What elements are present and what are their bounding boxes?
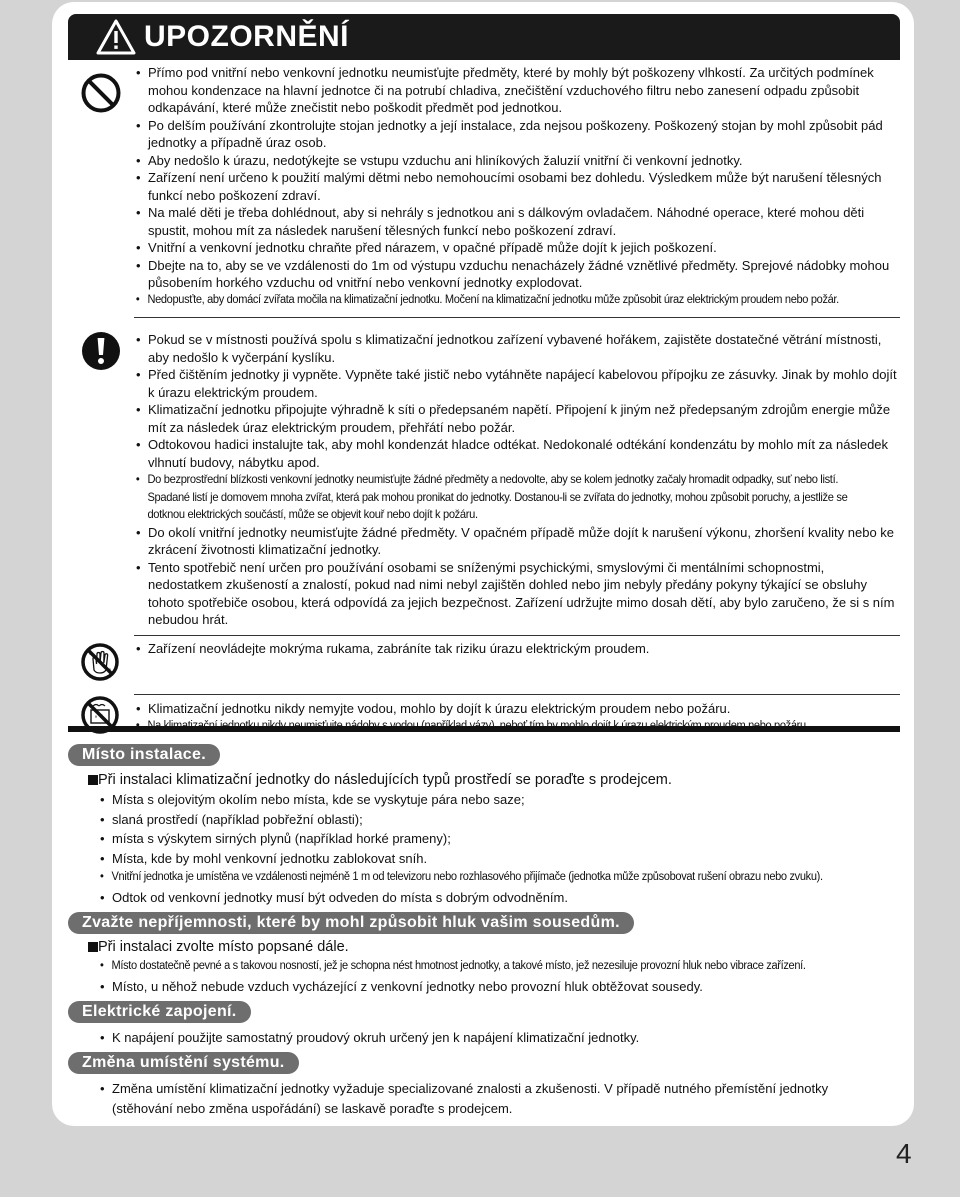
- section-electrical: [68, 1001, 900, 1048]
- list-item: • Do bezprostřední blízkosti venkovní jednotky neumisťujte žádné předměty a nedovolte, aby se kolem jednotky začaly hromadit odpadky, suť nebo listí. Spadané listí je domovem mnoha zvířat, která pak mohou pronikat do jednotky. Dostanou-li se zvířata do jednotky, mohou způsobit poruchy, a jestliže se dotknou elektrických součástí, může se objevit kouř nebo dojít k požáru.: [134, 471, 867, 524]
- list-item: • Zařízení neovládejte mokrýma rukama, zabráníte tak riziku úrazu elektrickým proudem.: [134, 640, 898, 658]
- section-heading: Místo instalace.: [68, 744, 220, 766]
- list-item: • Místa s olejovitým okolím nebo místa, kde se vyskytuje pára nebo saze;: [100, 790, 900, 810]
- list-item: • Místo, u něhož nebude vzduch vycházející z venkovní jednotky nebo provozní hluk obtěžovat sousedy.: [100, 977, 900, 997]
- list-item: • Na malé děti je třeba dohlédnout, aby si nehrály s jednotkou ani s dálkovým ovladačem. Náhodné operace, které mohou děti spustit, mohou mít za následek narušení tělesných funkcí nebo poškození zdraví.: [134, 204, 898, 239]
- list-item: • Vnitřní jednotka je umístěna ve vzdálenosti nejméně 1 m od televizoru nebo rozhlasového přijímače (jednotka může způsobovat rušení obrazu nebo zvuku).: [100, 868, 868, 888]
- section-heading: Zvažte nepříjemnosti, které by mohl způsobit hluk vašim sousedům.: [68, 912, 634, 934]
- list-item: • Nedopusťte, aby domácí zvířata močila na klimatizační jednotku. Močení na klimatizační jednotku může způsobit úraz elektrickým proudem nebo požár.: [134, 292, 867, 310]
- list-item: • Odtokovou hadici instalujte tak, aby mohl kondenzát hladce odtékat. Nedokonalé odtékání kondenzátu by mohlo mít za následek vlhnutí budovy, nábytku apod.: [134, 436, 898, 471]
- list-item: • Tento spotřebič není určen pro používání osobami se sníženými psychickými, smyslovými či mentálními schopnostmi, nedostatkem zkušeností a znalostí, pokud nad nimi nebyl zajištěn dohled nebo jim nebyly předány pokyny týkající se obsluhy tohoto spotřebiče osobou, která odpovídá za jejich bezpečnost. Zařízení udržujte mimo dosah dětí, aby bylo zaručeno, že si s ním nebudou hrát.: [134, 559, 898, 629]
- list-item: • Klimatizační jednotku nikdy nemyjte vodou, mohlo by dojít k úrazu elektrickým proudem nebo požáru.: [134, 700, 898, 718]
- list-item: • Změna umístění klimatizační jednotky vyžaduje specializované znalosti a zkušenosti. V případě nutného přemístění jednotky (stěhování nebo změna uspořádání) se laskavě poraďte s prodejcem.: [100, 1079, 840, 1118]
- warning-group-no-water: [68, 695, 900, 741]
- list-item: • Před čištěním jednotky ji vypněte. Vypněte také jistič nebo vytáhněte napájecí kabelovou přípojku ze zásuvky. Jinak by mohlo dojít k úrazu elektrickým proudem.: [134, 366, 898, 401]
- section-heading: Změna umístění systému.: [68, 1052, 299, 1074]
- list-item: • Místa, kde by mohl venkovní jednotku zablokovat sníh.: [100, 849, 900, 869]
- list-item: • Dbejte na to, aby se ve vzdálenosti do 1m od výstupu vzduchu nenacházely žádné vznětlivé předměty. Sprejové nádobky mohou působením horkého vzduchu od vnitřní nebo venkovní jednotky explodovat.: [134, 257, 898, 292]
- page-number: 4: [896, 1138, 912, 1169]
- warning-group-prohibited: [68, 60, 900, 318]
- warning-triangle-icon: [96, 19, 136, 55]
- lead-text: Při instalaci klimatizační jednotky do následujících typů prostředí se poraďte s prodejcem.: [98, 772, 672, 788]
- warning-header: [68, 14, 900, 60]
- list-item: • Místo dostatečně pevné a s takovou nosností, jež je schopna nést hmotnost jednotky, a takové místo, jež nezesiluje provozní hluk nebo vibrace zařízení.: [100, 957, 868, 977]
- warning-title: UPOZORNĚNÍ: [144, 20, 350, 53]
- list-item: • Přímo pod vnitřní nebo venkovní jednotku neumisťujte předměty, které by mohly být poškozeny vlhkostí. Za určitých podmínek mohou kondenzace na hlavní jednotce či na potrubí chladiva, znečištění vzduchového filtru nebo zanesení odpadu způsobit odkapávání, které může znečistit nebo poškodit předmět pod jednotkou.: [134, 64, 898, 117]
- section-divider: [68, 726, 900, 732]
- lead-text: Při instalaci zvolte místo popsané dále.: [98, 939, 349, 955]
- list-item: • Vnitřní a venkovní jednotku chraňte před nárazem, v opačné případě může dojít k jejich poškození.: [134, 239, 898, 257]
- warning-body: [68, 60, 900, 741]
- section-heading: Elektrické zapojení.: [68, 1001, 251, 1023]
- list-item: • místa s výskytem sirných plynů (například horké prameny);: [100, 829, 900, 849]
- square-bullet-icon: [88, 775, 98, 785]
- list-item: • Odtok od venkovní jednotky musí být odveden do místa s dobrým odvodněním.: [100, 888, 900, 908]
- list-item: • Klimatizační jednotku připojujte výhradně k síti o předepsaném napětí. Připojení k jiným než předepsaným zdrojům energie může mít za následek úraz elektrickým proudem, přehřátí nebo požár.: [134, 401, 898, 436]
- warning-group-mandatory: [68, 318, 900, 636]
- section-lead: [68, 770, 900, 790]
- list-item: • Po delším používání zkontrolujte stojan jednotky a její instalace, zda nejsou poškozeny. Poškozený stojan by mohl způsobit pád jednotky a případně úraz osob.: [134, 117, 898, 152]
- prohibition-icon: [80, 72, 122, 114]
- list-item: • Zařízení není určeno k použití malými dětmi nebo nemohoucími osobami bez dohledu. Výsledkem může být narušení tělesných funkcí nebo poškození zdraví.: [134, 169, 898, 204]
- section-lead: [68, 937, 900, 957]
- section-location: [68, 744, 900, 907]
- section-relocation: [68, 1052, 900, 1118]
- square-bullet-icon: [88, 942, 98, 952]
- list-item: • K napájení použijte samostatný proudový okruh určený jen k napájení klimatizační jednotky.: [100, 1028, 900, 1048]
- mandatory-exclamation-icon: [80, 330, 122, 372]
- no-wet-hands-icon: [80, 642, 120, 682]
- list-item: • slaná prostředí (například pobřežní oblasti);: [100, 810, 900, 830]
- list-item: • Do okolí vnitřní jednotky neumisťujte žádné předměty. V opačném případě může dojít k narušení výkonu, zhoršení kvality nebo ke zkrácení životnosti klimatizační jednotky.: [134, 524, 898, 559]
- list-item: • Pokud se v místnosti používá spolu s klimatizační jednotkou zařízení vybavené hořákem, zajistěte dostatečné větrání místnosti, aby nedošlo k vyčerpání kyslíku.: [134, 331, 898, 366]
- warning-group-wet-hands: [68, 636, 900, 696]
- section-noise: [68, 912, 900, 996]
- list-item: • Aby nedošlo k úrazu, nedotýkejte se vstupu vzduchu ani hliníkových žaluzií vnitřní či venkovní jednotky.: [134, 152, 898, 170]
